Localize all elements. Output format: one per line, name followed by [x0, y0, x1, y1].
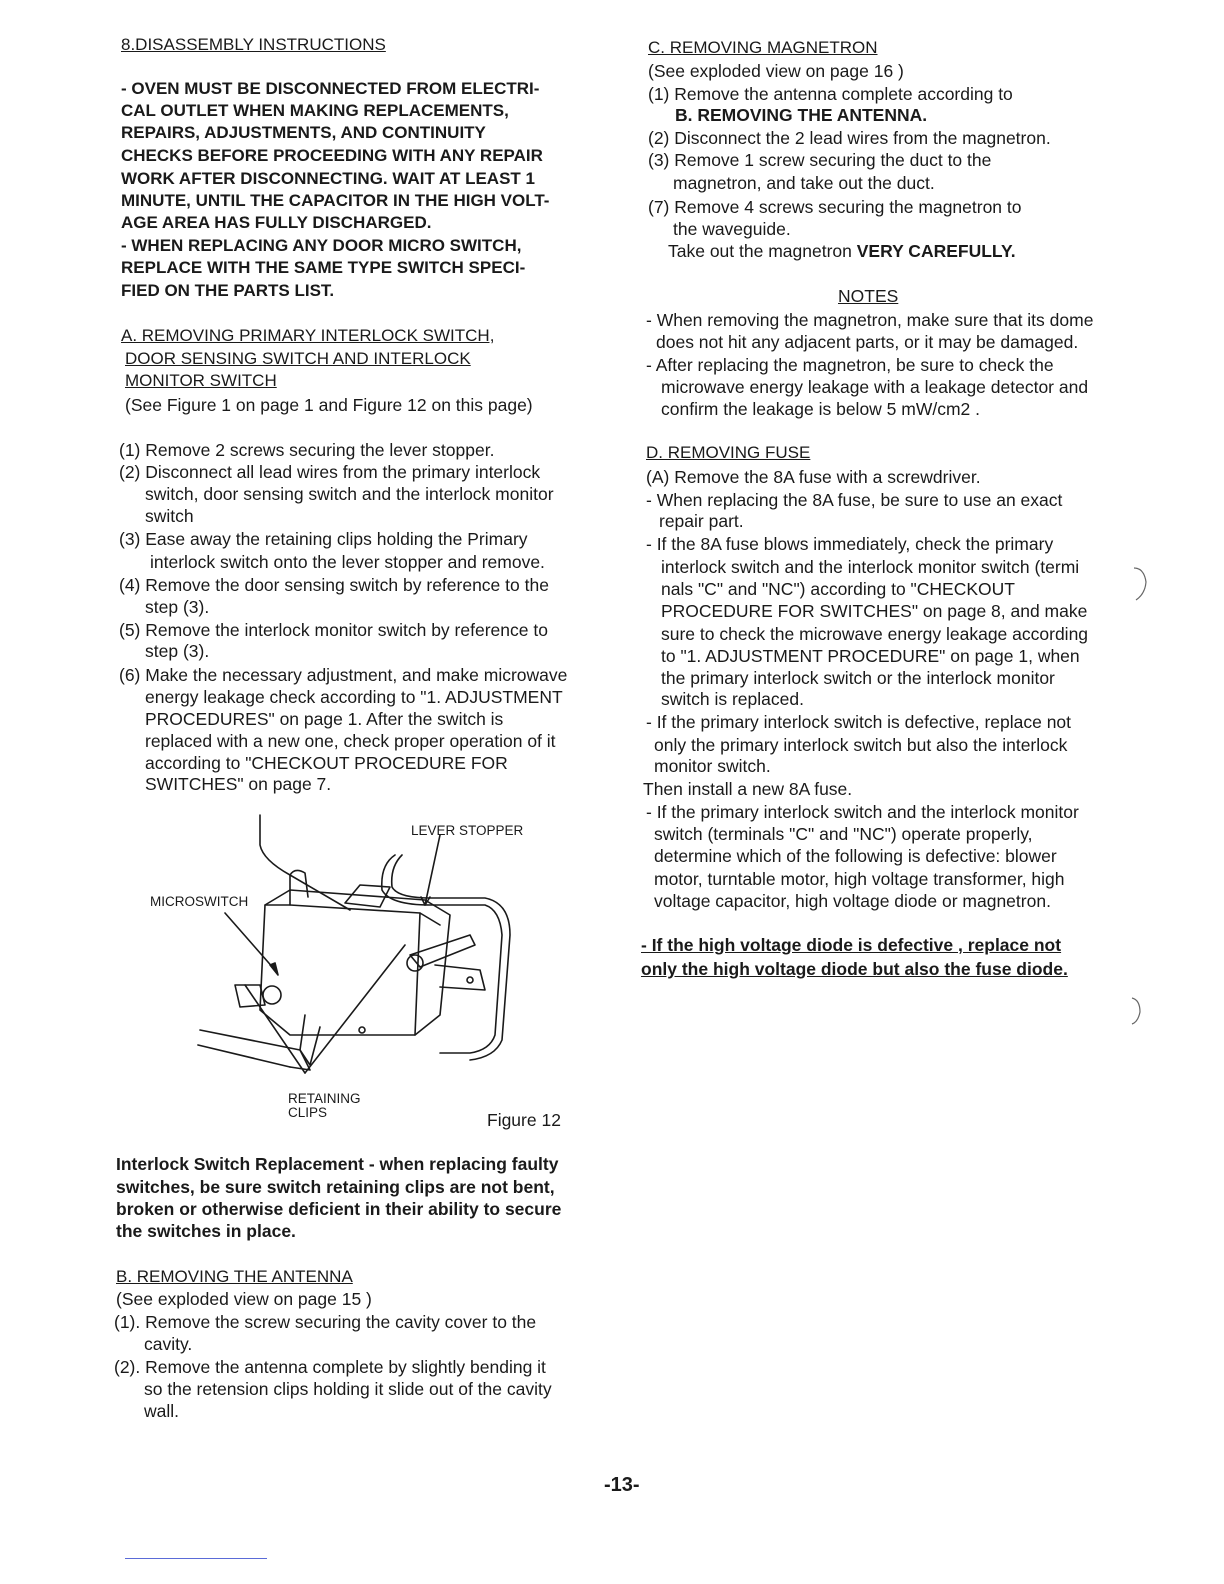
- fuse-line: (A) Remove the 8A fuse with a screwdriver.: [646, 467, 981, 487]
- label-clips: CLIPS: [288, 1105, 328, 1120]
- takeout-text: Take out the magnetron: [668, 241, 852, 261]
- fuse-line: sure to check the microwave energy leakage according: [661, 624, 1089, 644]
- notes-line: does not hit any adjacent parts, or it may be damaged.: [656, 332, 1079, 352]
- diode-warning-line: only the high voltage diode but also the fuse diode.: [641, 959, 1068, 979]
- warning-line: - OVEN MUST BE DISCONNECTED FROM ELECTRI-: [121, 79, 540, 98]
- terminal-hole: [467, 977, 473, 983]
- step-line: step (3).: [145, 641, 210, 661]
- binder-hole-marks: [1128, 560, 1168, 1040]
- step-line: SWITCHES" on page 7.: [145, 774, 332, 794]
- step-line: (6) Make the necessary adjustment, and make microwave: [119, 665, 568, 685]
- switch-body-edge: [415, 913, 420, 1035]
- step-line: replaced with a new one, check proper operation of it: [145, 731, 556, 751]
- fuse-line: the primary interlock switch or the interlock monitor: [661, 668, 1055, 688]
- warning-line: REPAIRS, ADJUSTMENTS, AND CONTINUITY: [121, 123, 486, 142]
- step-line: step (3).: [145, 597, 210, 617]
- takeout-emphasis: VERY CAREFULLY.: [856, 241, 1016, 261]
- warning-line: FIED ON THE PARTS LIST.: [121, 281, 335, 300]
- section-c-reference: (See exploded view on page 16 ): [648, 61, 904, 81]
- interlock-note-line: the switches in place.: [116, 1221, 296, 1241]
- step-line: energy leakage check according to "1. ADJUSTMENT: [145, 687, 563, 707]
- interlock-note-line: Interlock Switch Replacement - when replacing faulty: [116, 1154, 559, 1174]
- step-line: (4) Remove the door sensing switch by reference to the: [119, 575, 549, 595]
- arrowhead: [270, 963, 278, 975]
- step-line: (3) Ease away the retaining clips holding the Primary: [119, 529, 528, 549]
- lever-pivot: [407, 955, 423, 971]
- section-a-heading: DOOR SENSING SWITCH AND INTERLOCK: [125, 349, 471, 368]
- step-line: switch: [145, 506, 194, 526]
- diode-warning-line: - If the high voltage diode is defective , replace not: [641, 935, 1062, 955]
- leader-line: [260, 815, 350, 910]
- warning-line: - WHEN REPLACING ANY DOOR MICRO SWITCH,: [121, 236, 522, 255]
- fuse-line: only the primary interlock switch but also the interlock: [654, 735, 1068, 755]
- step-line: (5) Remove the interlock monitor switch by reference to: [119, 620, 548, 640]
- leader-line: [425, 835, 440, 905]
- fuse-line: switch is replaced.: [661, 689, 804, 709]
- fuse-line: - If the 8A fuse blows immediately, check the primary: [646, 534, 1054, 554]
- section-d-heading: D. REMOVING FUSE: [646, 443, 811, 462]
- interlock-note-line: broken or otherwise deficient in their ability to secure: [116, 1199, 562, 1219]
- step-line: magnetron, and take out the duct.: [673, 173, 935, 193]
- fuse-line: motor, turntable motor, high voltage transformer, high: [654, 869, 1065, 889]
- fuse-line: monitor switch.: [654, 756, 771, 776]
- fuse-line: - If the primary interlock switch and the interlock monitor: [646, 802, 1079, 822]
- step-line: PROCEDURES" on page 1. After the switch is: [145, 709, 504, 729]
- fuse-line: to "1. ADJUSTMENT PROCEDURE" on page 1, when: [661, 646, 1080, 666]
- switch-lever: [410, 935, 475, 967]
- binder-hole-mark: [1134, 568, 1146, 600]
- section-a-heading: A. REMOVING PRIMARY INTERLOCK SWITCH,: [121, 326, 495, 345]
- section-title: 8.DISASSEMBLY INSTRUCTIONS: [121, 35, 386, 54]
- footer-rule: [125, 1558, 267, 1559]
- switch-body: [260, 890, 450, 1035]
- fuse-line: switch (terminals "C" and "NC") operate properly,: [654, 824, 1033, 844]
- fuse-line: voltage capacitor, high voltage diode or magnetron.: [654, 891, 1051, 911]
- step-line: interlock switch onto the lever stopper and remove.: [150, 552, 545, 572]
- step-line: (1) Remove the antenna complete according to: [648, 84, 1013, 104]
- page-number: -13-: [604, 1474, 640, 1496]
- step-line: (1). Remove the screw securing the cavity cover to the: [114, 1312, 537, 1332]
- step-line: (1) Remove 2 screws securing the lever stopper.: [119, 440, 495, 460]
- leader-line: [305, 945, 405, 1073]
- warning-line: CAL OUTLET WHEN MAKING REPLACEMENTS,: [121, 101, 509, 120]
- terminal-hole: [359, 1027, 365, 1033]
- step-line: (2) Disconnect the 2 lead wires from the magnetron.: [648, 128, 1051, 148]
- mounting-rail: [198, 1045, 290, 1067]
- warning-line: REPLACE WITH THE SAME TYPE SWITCH SPECI-: [121, 258, 526, 277]
- section-a-reference: (See Figure 1 on page 1 and Figure 12 on this page): [125, 395, 533, 415]
- label-microswitch: MICROSWITCH: [150, 894, 249, 909]
- fuse-line: Then install a new 8A fuse.: [643, 779, 853, 799]
- warning-line: AGE AREA HAS FULLY DISCHARGED.: [121, 213, 432, 232]
- section-c-heading: C. REMOVING MAGNETRON: [648, 38, 878, 57]
- step-line: cavity.: [144, 1334, 193, 1354]
- fuse-line: determine which of the following is defective: blower: [654, 846, 1057, 866]
- figure-caption: Figure 12: [487, 1110, 561, 1130]
- notes-line: - After replacing the magnetron, be sure to check the: [646, 355, 1054, 375]
- terminal-hole: [263, 986, 281, 1004]
- step-reference: B. REMOVING THE ANTENNA.: [675, 105, 928, 125]
- step-line: (3) Remove 1 screw securing the duct to the: [648, 150, 992, 170]
- section-b-reference: (See exploded view on page 15 ): [116, 1289, 372, 1309]
- step-line: (2). Remove the antenna complete by slightly bending it: [114, 1357, 546, 1377]
- takeout-line: [668, 240, 1016, 262]
- label-lever-stopper: LEVER STOPPER: [411, 823, 524, 838]
- notes-line: confirm the leakage is below 5 mW/cm2 .: [661, 399, 981, 419]
- warning-line: MINUTE, UNTIL THE CAPACITOR IN THE HIGH VOLT-: [121, 191, 550, 210]
- binder-hole-mark: [1132, 998, 1140, 1024]
- label-retaining: RETAINING: [288, 1091, 361, 1106]
- fuse-line: nals "C" and "NC") according to "CHECKOUT: [661, 579, 1015, 599]
- step-line: the waveguide.: [673, 219, 791, 239]
- interlock-note-line: switches, be sure switch retaining clips are not bent,: [116, 1177, 555, 1197]
- fuse-line: - When replacing the 8A fuse, be sure to use an exact: [646, 490, 1063, 510]
- step-line: according to "CHECKOUT PROCEDURE FOR: [145, 753, 508, 773]
- lever-stopper: [382, 855, 502, 1053]
- leader-line: [245, 985, 305, 1073]
- warning-line: CHECKS BEFORE PROCEEDING WITH ANY REPAIR: [121, 146, 543, 165]
- warning-line: WORK AFTER DISCONNECTING. WAIT AT LEAST 1: [121, 169, 535, 188]
- fuse-line: repair part.: [659, 511, 744, 531]
- section-b-heading: B. REMOVING THE ANTENNA: [116, 1267, 353, 1286]
- leader-line: [225, 913, 275, 970]
- step-line: (2) Disconnect all lead wires from the primary interlock: [119, 462, 541, 482]
- figure-12-microswitch-diagram: [140, 805, 590, 1135]
- fuse-line: - If the primary interlock switch is defective, replace not: [646, 712, 1072, 732]
- notes-heading: NOTES: [838, 286, 899, 306]
- fuse-line: PROCEDURE FOR SWITCHES" on page 8, and make: [661, 601, 1088, 621]
- step-line: wall.: [144, 1401, 180, 1421]
- step-line: (7) Remove 4 screws securing the magnetron to: [648, 197, 1022, 217]
- section-a-heading: MONITOR SWITCH: [125, 371, 277, 390]
- fuse-line: interlock switch and the interlock monitor switch (termi: [661, 557, 1080, 577]
- step-line: so the retension clips holding it slide out of the cavity: [144, 1379, 552, 1399]
- step-line: switch, door sensing switch and the interlock monitor: [145, 484, 554, 504]
- notes-line: microwave energy leakage with a leakage detector and: [661, 377, 1089, 397]
- notes-line: - When removing the magnetron, make sure that its dome: [646, 310, 1094, 330]
- switch-body-edge: [290, 905, 440, 925]
